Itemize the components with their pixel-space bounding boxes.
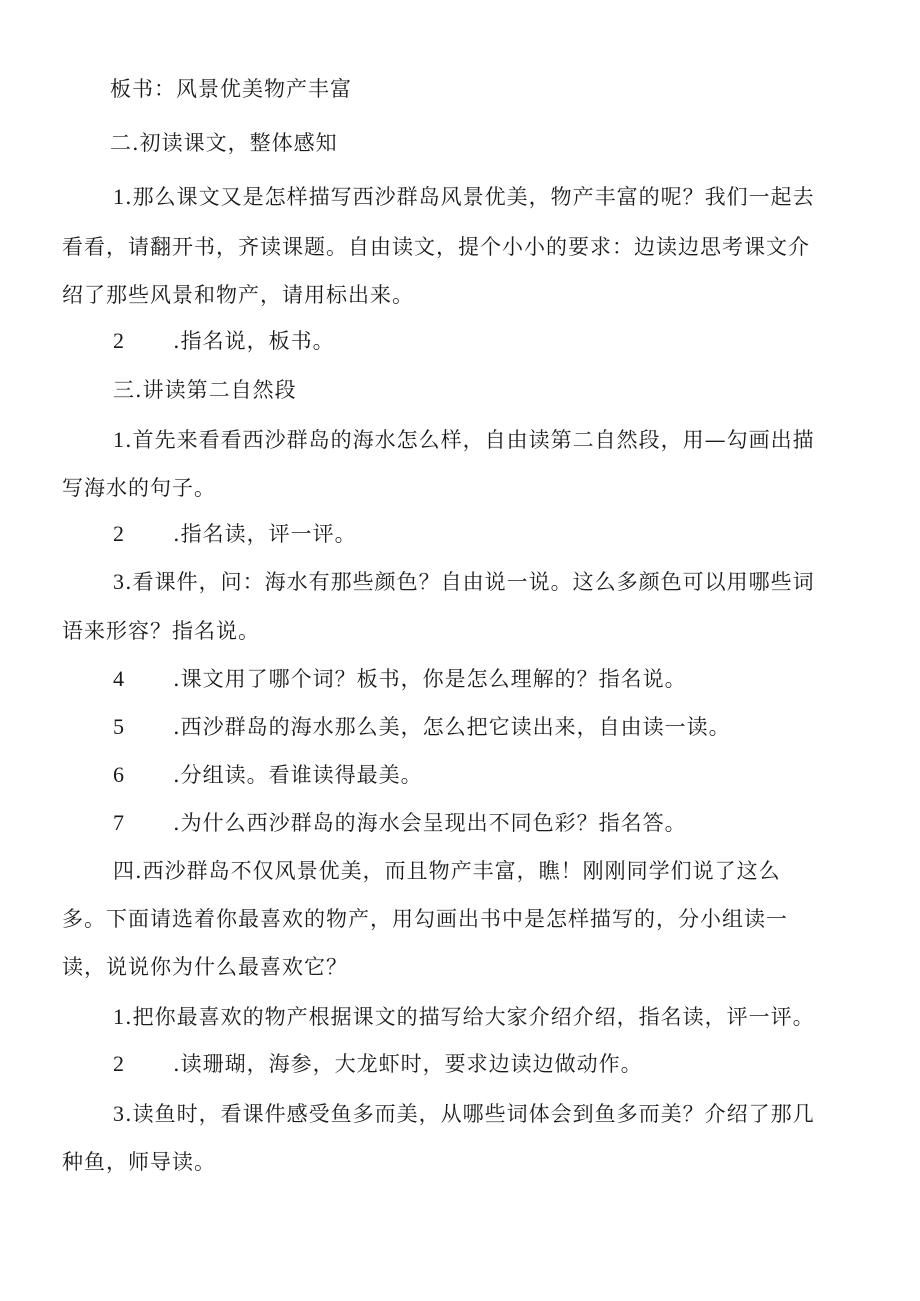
s2-item-1-line-1 [113,183,815,211]
s3-item-1-line-1 [113,426,815,454]
s3-item-1-line-2: 写海水的句子。 [62,476,216,500]
item-text: .把你最喜欢的物产根据课文的描写给大家介绍介绍，指名读，评一评。 [125,1005,815,1029]
section-4-line-1: 四.西沙群岛不仅风景优美，而且物产丰富，瞧！刚刚同学们说了这么 [113,859,781,883]
s4-item-3-line-2: 种鱼，师导读。 [62,1150,216,1174]
item-text: .读鱼时，看课件感受鱼多而美，从哪些词体会到鱼多而美？介绍了那几 [125,1102,815,1126]
item-text: .指名读，评一评。 [173,522,357,546]
item-number: 7 [113,810,125,835]
item-number: 1 [113,1004,125,1029]
s4-item-1 [113,1003,815,1031]
item-text: .看课件，问：海水有那些颜色？自由说一说。这么多颜色可以用哪些词 [125,570,815,594]
item-number: 2 [113,521,125,546]
section-2-heading: 二.初读课文，整体感知 [110,131,338,155]
s3-item-4 [113,665,687,693]
item-text: .那么课文又是怎样描写西沙群岛风景优美，物产丰富的呢？我们一起去 [125,185,815,209]
item-number: 3 [113,569,125,594]
item-number: 2 [113,1051,125,1076]
s3-item-6 [113,761,423,789]
section-4-line-3: 读，说说你为什么最喜欢它？ [62,955,348,979]
item-text: .为什么西沙群岛的海水会呈现出不同色彩？指名答。 [173,811,687,835]
item-text: .读珊瑚，海参，大龙虾时，要求边读边做动作。 [173,1052,643,1076]
s4-item-3-line-1 [113,1100,815,1128]
s2-item-1-line-3: 绍了那些风景和物产，请用标出来。 [62,283,414,307]
item-number: 4 [113,666,125,691]
section-4-line-2: 多。下面请选着你最喜欢的物产，用勾画出书中是怎样描写的，分小组读一 [62,907,788,931]
item-text: .指名说，板书。 [173,329,335,353]
s4-item-2 [113,1050,643,1078]
s3-item-7 [113,809,687,837]
board-note: 板书：风景优美物产丰富 [110,77,352,101]
s3-item-3-line-2: 语来形容？指名说。 [62,619,260,643]
item-number: 6 [113,762,125,787]
item-text: .分组读。看谁读得最美。 [173,763,423,787]
item-text: .首先来看看西沙群岛的海水怎么样，自由读第二自然段，用—勾画出描 [125,428,815,452]
section-3-heading: 三.讲读第二自然段 [113,378,297,402]
item-text: .课文用了哪个词？板书，你是怎么理解的？指名说。 [173,667,687,691]
s3-item-3-line-1 [113,568,815,596]
s3-item-2 [113,520,357,548]
s3-item-5 [113,713,731,741]
item-number: 5 [113,714,125,739]
s2-item-1-line-2: 看看，请翻开书，齐读课题。自由读文，提个小小的要求：边读边思考课文介 [62,235,810,259]
item-number: 1 [113,184,125,209]
item-number: 3 [113,1101,125,1126]
item-text: .西沙群岛的海水那么美，怎么把它读出来，自由读一读。 [173,715,731,739]
item-number: 1 [113,427,125,452]
item-number: 2 [113,328,125,353]
s2-item-2 [113,327,335,355]
